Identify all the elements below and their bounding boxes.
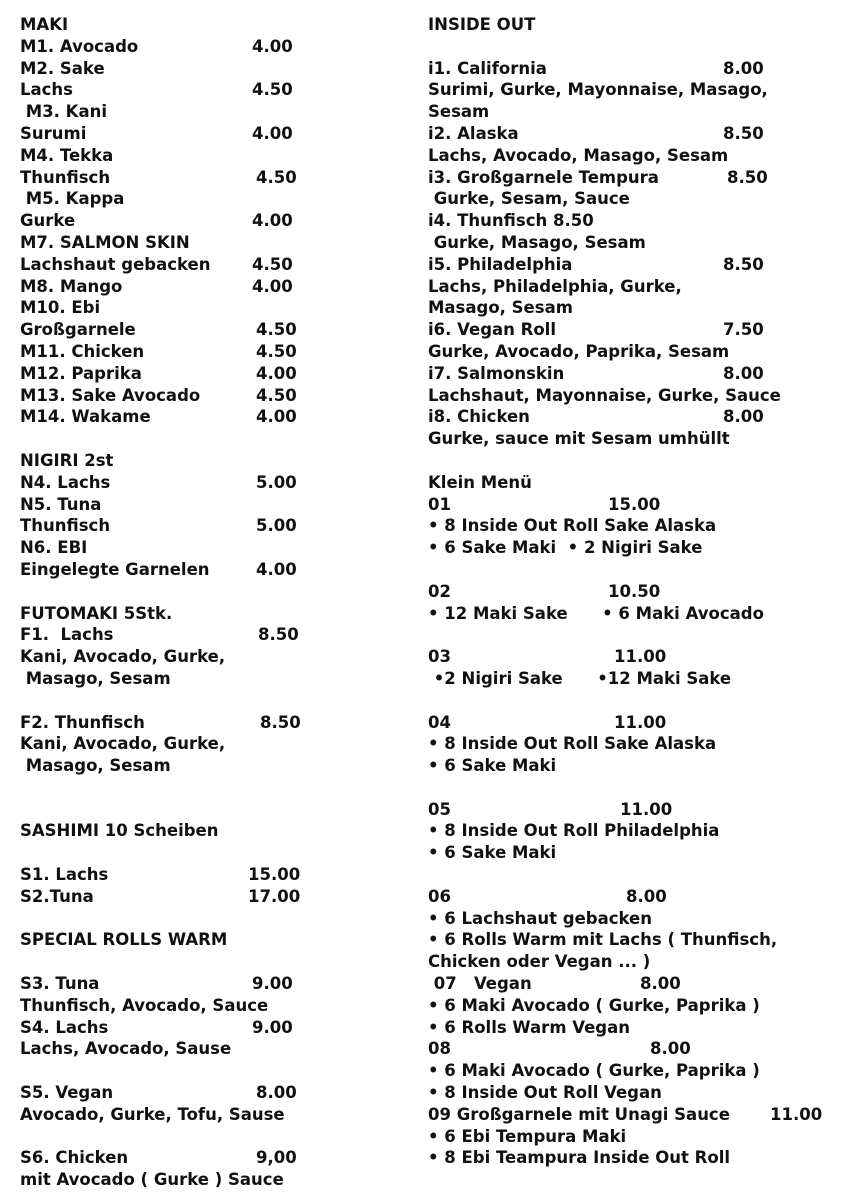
menu-item-price: 4.00 bbox=[252, 36, 293, 56]
menu-line bbox=[428, 842, 843, 864]
menu-item-text: • 6 Rolls Warm Vegan bbox=[428, 1017, 631, 1037]
menu-item-price: 8.00 bbox=[256, 1083, 297, 1103]
menu-item-text: • 8 Inside Out Roll Vegan bbox=[428, 1083, 662, 1103]
menu-line bbox=[428, 1104, 843, 1126]
menu-line bbox=[428, 406, 843, 428]
menu-item-text: i8. Chicken bbox=[428, 407, 530, 427]
menu-line bbox=[20, 1104, 400, 1126]
menu-item-text: M3. Kani bbox=[20, 102, 107, 122]
menu-item-text: Lachs, Avocado, Masago, Sesam bbox=[428, 145, 729, 165]
menu-item-text: M4. Tekka bbox=[20, 145, 114, 165]
menu-item-text: 03 bbox=[428, 647, 451, 667]
menu-item-text: Gurke, Avocado, Paprika, Sesam bbox=[428, 341, 730, 361]
menu-line bbox=[20, 406, 400, 428]
menu-item-price: 15.00 bbox=[608, 494, 661, 514]
menu-item-text: i1. California bbox=[428, 58, 547, 78]
menu-item-text: • 6 Sake Maki bbox=[428, 756, 557, 776]
menu-item-price: 9.00 bbox=[252, 1017, 293, 1037]
menu-item-price: 15.00 bbox=[248, 865, 301, 885]
menu-line bbox=[428, 188, 843, 210]
menu-item-text: • 12 Maki Sake • 6 Maki Avocado bbox=[428, 603, 764, 623]
menu-line bbox=[428, 472, 843, 494]
menu-item-price: 4.50 bbox=[252, 254, 293, 274]
menu-item-price: 4.00 bbox=[252, 123, 293, 143]
menu-item-text: S6. Chicken bbox=[20, 1148, 129, 1168]
menu-item-text: S5. Vegan bbox=[20, 1083, 114, 1103]
menu-line bbox=[428, 450, 843, 472]
menu-line bbox=[20, 79, 400, 101]
menu-item-text: Lachs, Avocado, Sause bbox=[20, 1039, 232, 1059]
menu-item-text: M14. Wakame bbox=[20, 407, 151, 427]
menu-line bbox=[20, 864, 400, 886]
menu-line bbox=[20, 820, 400, 842]
menu-line bbox=[428, 864, 843, 886]
menu-item-price: 4.50 bbox=[256, 385, 297, 405]
menu-line bbox=[428, 1038, 843, 1060]
menu-item-price: 11.00 bbox=[614, 712, 667, 732]
menu-item-text: S2.Tuna bbox=[20, 886, 94, 906]
menu-line bbox=[428, 799, 843, 821]
menu-item-text: 09 Großgarnele mit Unagi Sauce bbox=[428, 1104, 730, 1124]
menu-line bbox=[428, 1082, 843, 1104]
menu-line bbox=[20, 1038, 400, 1060]
menu-item-text: M10. Ebi bbox=[20, 298, 101, 318]
menu-line bbox=[20, 363, 400, 385]
menu-line bbox=[428, 537, 843, 559]
menu-line bbox=[20, 36, 400, 58]
menu-item-text: 06 bbox=[428, 886, 451, 906]
menu-item-price: 4.00 bbox=[252, 276, 293, 296]
menu-line bbox=[20, 1126, 400, 1148]
menu-item-text: • 8 Inside Out Roll Philadelphia bbox=[428, 821, 720, 841]
menu-line bbox=[428, 581, 843, 603]
menu-item-text: • 6 Maki Avocado ( Gurke, Paprika ) bbox=[428, 1061, 760, 1081]
menu-line bbox=[428, 886, 843, 908]
menu-left-column bbox=[20, 14, 400, 1191]
menu-item-text: N6. EBI bbox=[20, 538, 88, 558]
menu-line bbox=[20, 777, 400, 799]
menu-item-text: Lachshaut gebacken bbox=[20, 254, 211, 274]
menu-item-text: • 8 Ebi Teampura Inside Out Roll bbox=[428, 1148, 731, 1168]
menu-item-price: 9,00 bbox=[256, 1148, 297, 1168]
menu-line bbox=[20, 210, 400, 232]
menu-item-price: 8.50 bbox=[258, 625, 299, 645]
menu-item-text: M12. Paprika bbox=[20, 363, 142, 383]
menu-item-price: 4.00 bbox=[256, 407, 297, 427]
menu-line bbox=[428, 254, 843, 276]
menu-line bbox=[20, 14, 400, 36]
menu-line bbox=[20, 1169, 400, 1191]
menu-item-price: 8.50 bbox=[723, 123, 764, 143]
menu-item-text: • 6 Maki Avocado ( Gurke, Paprika ) bbox=[428, 995, 760, 1015]
menu-line bbox=[428, 167, 843, 189]
menu-line bbox=[20, 123, 400, 145]
menu-item-price: 11.00 bbox=[770, 1104, 823, 1124]
menu-item-text: Kani, Avocado, Gurke, bbox=[20, 647, 226, 667]
menu-line bbox=[20, 995, 400, 1017]
menu-line bbox=[20, 472, 400, 494]
menu-line bbox=[428, 755, 843, 777]
menu-item-text: N4. Lachs bbox=[20, 472, 111, 492]
menu-line bbox=[20, 428, 400, 450]
menu-item-price: 4.00 bbox=[256, 363, 297, 383]
menu-line bbox=[20, 537, 400, 559]
menu-item-price: 4.00 bbox=[256, 559, 297, 579]
menu-line bbox=[20, 450, 400, 472]
menu-item-price: 4.50 bbox=[252, 80, 293, 100]
menu-line bbox=[428, 385, 843, 407]
menu-item-price: 8.50 bbox=[727, 167, 768, 187]
menu-item-text: 01 bbox=[428, 494, 451, 514]
menu-item-price: 5.00 bbox=[256, 516, 297, 536]
menu-line bbox=[20, 559, 400, 581]
menu-line bbox=[20, 188, 400, 210]
menu-line bbox=[20, 581, 400, 603]
menu-line bbox=[20, 1017, 400, 1039]
menu-line bbox=[428, 973, 843, 995]
menu-line bbox=[428, 712, 843, 734]
menu-item-price: 11.00 bbox=[614, 647, 667, 667]
menu-line bbox=[428, 1060, 843, 1082]
menu-item-text: Sesam bbox=[428, 102, 490, 122]
menu-item-text: Masago, Sesam bbox=[20, 668, 171, 688]
menu-item-price: 8.00 bbox=[640, 974, 681, 994]
menu-item-text: M2. Sake bbox=[20, 58, 105, 78]
menu-item-price: 4.50 bbox=[256, 167, 297, 187]
menu-item-text: Chicken oder Vegan ... ) bbox=[428, 952, 651, 972]
menu-line bbox=[20, 297, 400, 319]
menu-item-text: •2 Nigiri Sake •12 Maki Sake bbox=[428, 668, 732, 688]
menu-item-text: i4. Thunfisch 8.50 bbox=[428, 211, 594, 231]
menu-item-price: 4.00 bbox=[252, 211, 293, 231]
menu-line bbox=[20, 842, 400, 864]
menu-item-price: 10.50 bbox=[608, 581, 661, 601]
menu-item-text: i2. Alaska bbox=[428, 123, 519, 143]
menu-item-text: MAKI bbox=[20, 15, 69, 34]
menu-item-text: Gurke, Sesam, Sauce bbox=[428, 189, 630, 209]
menu-item-text: 07 Vegan bbox=[428, 974, 532, 994]
menu-item-text: M13. Sake Avocado bbox=[20, 385, 201, 405]
menu-item-text: M7. SALMON SKIN bbox=[20, 232, 190, 252]
menu-item-text: F2. Thunfisch bbox=[20, 712, 145, 732]
menu-right-column bbox=[428, 14, 843, 1169]
menu-item-text: 08 bbox=[428, 1039, 451, 1059]
menu-line bbox=[20, 799, 400, 821]
menu-line bbox=[20, 603, 400, 625]
menu-line bbox=[20, 494, 400, 516]
menu-line bbox=[428, 79, 843, 101]
menu-item-text: mit Avocado ( Gurke ) Sauce bbox=[20, 1170, 284, 1190]
menu-line bbox=[20, 341, 400, 363]
menu-line bbox=[428, 559, 843, 581]
menu-line bbox=[428, 951, 843, 973]
menu-line bbox=[428, 36, 843, 58]
menu-item-price: 8.00 bbox=[626, 886, 667, 906]
menu-item-text: M8. Mango bbox=[20, 276, 123, 296]
menu-line bbox=[428, 733, 843, 755]
menu-item-price: 8.00 bbox=[723, 58, 764, 78]
menu-item-price: 4.50 bbox=[256, 341, 297, 361]
menu-line bbox=[20, 276, 400, 298]
menu-line bbox=[20, 167, 400, 189]
menu-line bbox=[428, 1147, 843, 1169]
menu-line bbox=[20, 58, 400, 80]
menu-item-text: 05 bbox=[428, 799, 451, 819]
menu-item-text: Thunfisch, Avocado, Sauce bbox=[20, 995, 269, 1015]
menu-item-text: • 6 Rolls Warm mit Lachs ( Thunfisch, bbox=[428, 930, 778, 950]
menu-item-price: 4.50 bbox=[256, 320, 297, 340]
menu-line bbox=[428, 101, 843, 123]
menu-item-text: N5. Tuna bbox=[20, 494, 102, 514]
menu-line bbox=[428, 668, 843, 690]
menu-item-text: SASHIMI 10 Scheiben bbox=[20, 821, 219, 841]
menu-line bbox=[20, 1060, 400, 1082]
menu-item-price: 8.00 bbox=[650, 1039, 691, 1059]
menu-line bbox=[20, 319, 400, 341]
menu-line bbox=[428, 908, 843, 930]
menu-item-text: i5. Philadelphia bbox=[428, 254, 573, 274]
menu-item-text: Kani, Avocado, Gurke, bbox=[20, 734, 226, 754]
menu-item-text: M5. Kappa bbox=[20, 189, 125, 209]
menu-line bbox=[428, 1126, 843, 1148]
menu-item-price: 17.00 bbox=[248, 886, 301, 906]
menu-line bbox=[428, 58, 843, 80]
menu-item-text: Lachshaut, Mayonnaise, Gurke, Sauce bbox=[428, 385, 781, 405]
menu-item-text: NIGIRI 2st bbox=[20, 450, 114, 470]
menu-line bbox=[20, 929, 400, 951]
menu-line bbox=[428, 820, 843, 842]
menu-item-text: S4. Lachs bbox=[20, 1017, 109, 1037]
menu-item-text: • 8 Inside Out Roll Sake Alaska bbox=[428, 734, 717, 754]
menu-item-text: INSIDE OUT bbox=[428, 15, 536, 34]
menu-item-text: S1. Lachs bbox=[20, 865, 109, 885]
menu-item-text: Avocado, Gurke, Tofu, Sause bbox=[20, 1104, 285, 1124]
menu-line bbox=[428, 777, 843, 799]
menu-item-text: • 6 Sake Maki • 2 Nigiri Sake bbox=[428, 538, 703, 558]
menu-item-text: Gurke, sauce mit Sesam umhüllt bbox=[428, 429, 730, 449]
menu-line bbox=[428, 995, 843, 1017]
menu-item-text: SPECIAL ROLLS WARM bbox=[20, 930, 228, 950]
menu-line bbox=[428, 210, 843, 232]
menu-line bbox=[428, 646, 843, 668]
menu-item-price: 8.00 bbox=[723, 407, 764, 427]
menu-line bbox=[20, 712, 400, 734]
menu-line bbox=[20, 690, 400, 712]
menu-item-text: Thunfisch bbox=[20, 167, 111, 187]
menu-item-price: 7.50 bbox=[723, 320, 764, 340]
menu-item-text: Masago, Sesam bbox=[20, 756, 171, 776]
menu-item-text: 02 bbox=[428, 581, 451, 601]
menu-line bbox=[428, 690, 843, 712]
menu-item-text: Surumi bbox=[20, 123, 87, 143]
menu-line bbox=[20, 1147, 400, 1169]
menu-line bbox=[428, 123, 843, 145]
menu-item-text: Lachs bbox=[20, 80, 73, 100]
menu-line bbox=[20, 145, 400, 167]
menu-line bbox=[20, 908, 400, 930]
menu-line bbox=[20, 254, 400, 276]
menu-item-text: 04 bbox=[428, 712, 451, 732]
menu-line bbox=[428, 341, 843, 363]
menu-line bbox=[428, 145, 843, 167]
menu-line bbox=[20, 951, 400, 973]
menu-item-text: Klein Menü bbox=[428, 472, 532, 492]
menu-item-text: Lachs, Philadelphia, Gurke, bbox=[428, 276, 682, 296]
menu-item-price: 11.00 bbox=[620, 799, 673, 819]
menu-line bbox=[20, 755, 400, 777]
menu-item-text: S3. Tuna bbox=[20, 974, 100, 994]
menu-item-text: Eingelegte Garnelen bbox=[20, 559, 210, 579]
menu-item-text: Gurke, Masago, Sesam bbox=[428, 232, 646, 252]
menu-item-text: i3. Großgarnele Tempura bbox=[428, 167, 659, 187]
menu-line bbox=[20, 515, 400, 537]
menu-line bbox=[20, 733, 400, 755]
menu-line bbox=[20, 668, 400, 690]
menu-line bbox=[428, 494, 843, 516]
menu-line bbox=[20, 624, 400, 646]
menu-line bbox=[428, 515, 843, 537]
menu-line bbox=[428, 428, 843, 450]
menu-line bbox=[428, 14, 843, 36]
menu-item-text: • 6 Ebi Tempura Maki bbox=[428, 1126, 627, 1146]
menu-item-text: FUTOMAKI 5Stk. bbox=[20, 603, 173, 623]
menu-item-text: Thunfisch bbox=[20, 516, 111, 536]
menu-line bbox=[20, 973, 400, 995]
menu-item-price: 5.00 bbox=[256, 472, 297, 492]
menu-line bbox=[428, 276, 843, 298]
menu-item-text: Surimi, Gurke, Mayonnaise, Masago, bbox=[428, 80, 768, 100]
menu-line bbox=[428, 1017, 843, 1039]
menu-item-text: M11. Chicken bbox=[20, 341, 145, 361]
menu-line bbox=[428, 603, 843, 625]
menu-line bbox=[428, 929, 843, 951]
menu-line bbox=[20, 886, 400, 908]
menu-item-price: 8.50 bbox=[260, 712, 301, 732]
menu-line bbox=[428, 232, 843, 254]
menu-item-text: Großgarnele bbox=[20, 320, 136, 340]
menu-line bbox=[20, 385, 400, 407]
menu-item-text: F1. Lachs bbox=[20, 625, 114, 645]
menu-item-price: 9.00 bbox=[252, 974, 293, 994]
menu-item-text: M1. Avocado bbox=[20, 36, 139, 56]
menu-line bbox=[428, 297, 843, 319]
menu-line bbox=[20, 232, 400, 254]
menu-item-text: i7. Salmonskin bbox=[428, 363, 565, 383]
menu-item-price: 8.00 bbox=[723, 363, 764, 383]
menu-line bbox=[20, 646, 400, 668]
menu-item-text: i6. Vegan Roll bbox=[428, 320, 556, 340]
menu-item-text: • 6 Sake Maki bbox=[428, 843, 557, 863]
menu-line bbox=[20, 101, 400, 123]
menu-line bbox=[428, 363, 843, 385]
menu-item-price: 8.50 bbox=[723, 254, 764, 274]
menu-line bbox=[428, 624, 843, 646]
menu-item-text: • 8 Inside Out Roll Sake Alaska bbox=[428, 516, 717, 536]
menu-item-text: Gurke bbox=[20, 211, 76, 231]
menu-line bbox=[428, 319, 843, 341]
menu-line bbox=[20, 1082, 400, 1104]
menu-item-text: Masago, Sesam bbox=[428, 298, 573, 318]
menu-item-text: • 6 Lachshaut gebacken bbox=[428, 908, 652, 928]
